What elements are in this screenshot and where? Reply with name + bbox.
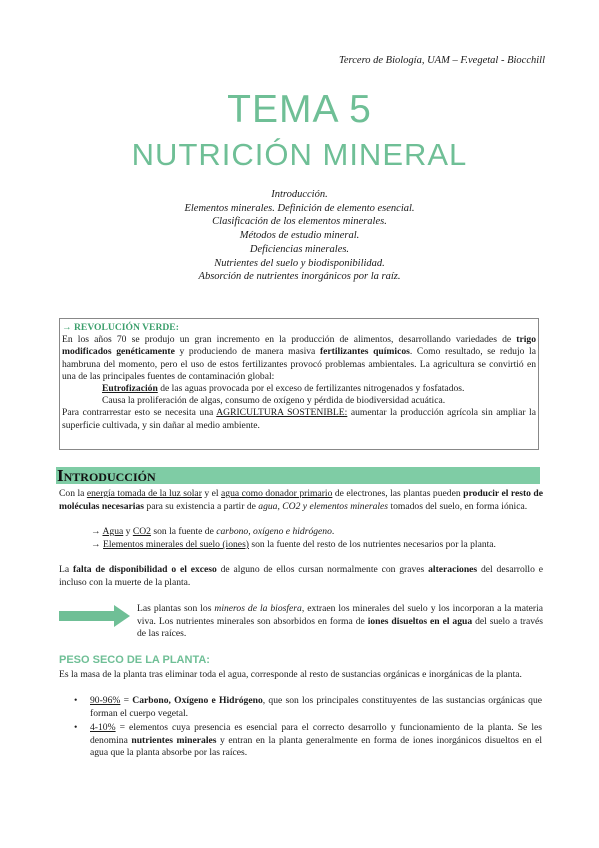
box-eutrophication-effects: Causa la proliferación de algas, consumo de oxígeno y pérdida de biodiversidad acuática. [102, 395, 446, 407]
green-revolution-box [59, 318, 539, 450]
toc-item: Nutrientes del suelo y biodisponibilidad. [214, 257, 385, 269]
intro-minerals: → Elementos minerales del suelo (iones) son la fuente del resto de los nutrientes necesarios por la planta. [91, 539, 496, 550]
box-eutrophication: Eutrofización de las aguas provocada por el exceso de fertilizantes nitrogenados y fosfatados. [102, 383, 465, 395]
intro-paragraph: Con la energía tomada de la luz solar y el agua como donador primario de electrones, las plantas pueden producir el resto de moléculas necesarias para su existencia a partir de agua, CO2 y elementos minerales tomados del suelo, en forma iónica. [59, 488, 544, 512]
section-heading-introduccion: Introducción [56, 467, 540, 484]
chapter-number: TEMA 5 [227, 88, 372, 131]
arrow-right-icon [58, 604, 131, 628]
intro-deficiency: La falta de disponibilidad o el exceso de alguno de ellos cursan normalmente con graves alteraciones del desarrollo e incluso con la muerte de la planta. [59, 564, 543, 588]
toc-item: Introducción. [271, 189, 328, 200]
subheading-peso-seco: PESO SECO DE LA PLANTA: [59, 654, 210, 666]
peso-paragraph: Es la masa de la planta tras eliminar toda el agua, corresponde al resto de sustancias orgánicas e inorgánicas de la planta. [59, 669, 522, 680]
miners-paragraph: Las plantas son los mineros de la biosfera, extraen los minerales del suelo y los incorporan a la materia viva. Los nutrientes minerales son absorbidos en forma de iones disueltos en el agua del suelo a través de las raíces. [137, 603, 543, 639]
box-title: → REVOLUCIÓN VERDE: [62, 322, 179, 333]
box-paragraph: En los años 70 se produjo un gran incremento en la producción de alimentos, desarrollando variedades de trigo modificados genéticamente y produciendo de manera masiva fertilizantes químicos. Como resultado, se redujo la hambruna del momento, pero el uso de estos fertilizantes provocó problemas ambientales. La agricultura se convirtió en una de las principales fuentes de contaminación global: [62, 334, 536, 382]
table-of-contents [0, 188, 599, 284]
box-conclusion: Para contrarrestar esto se necesita una AGRICULTURA SOSTENIBLE: aumentar la producción agrícola sin ampliar la superficie cultivada, y sin dañar al medio ambiente. [62, 407, 536, 431]
chapter-title: NUTRICIÓN MINERAL [131, 137, 468, 172]
toc-item: Deficiencias minerales. [249, 243, 350, 255]
toc-item: Elementos minerales. Definición de elemento esencial. [184, 202, 415, 214]
toc-item: Absorción de nutrientes inorgánicos por la raíz. [198, 271, 401, 283]
intro-water-co2: → Agua y CO2 son la fuente de carbono, oxígeno e hidrógeno. [91, 526, 335, 537]
document-header: Tercero de Biología, UAM – F.vegetal - Biocchill [339, 55, 545, 66]
toc-item: Métodos de estudio mineral. [239, 230, 360, 242]
toc-item: Clasificación de los elementos minerales. [212, 216, 387, 228]
